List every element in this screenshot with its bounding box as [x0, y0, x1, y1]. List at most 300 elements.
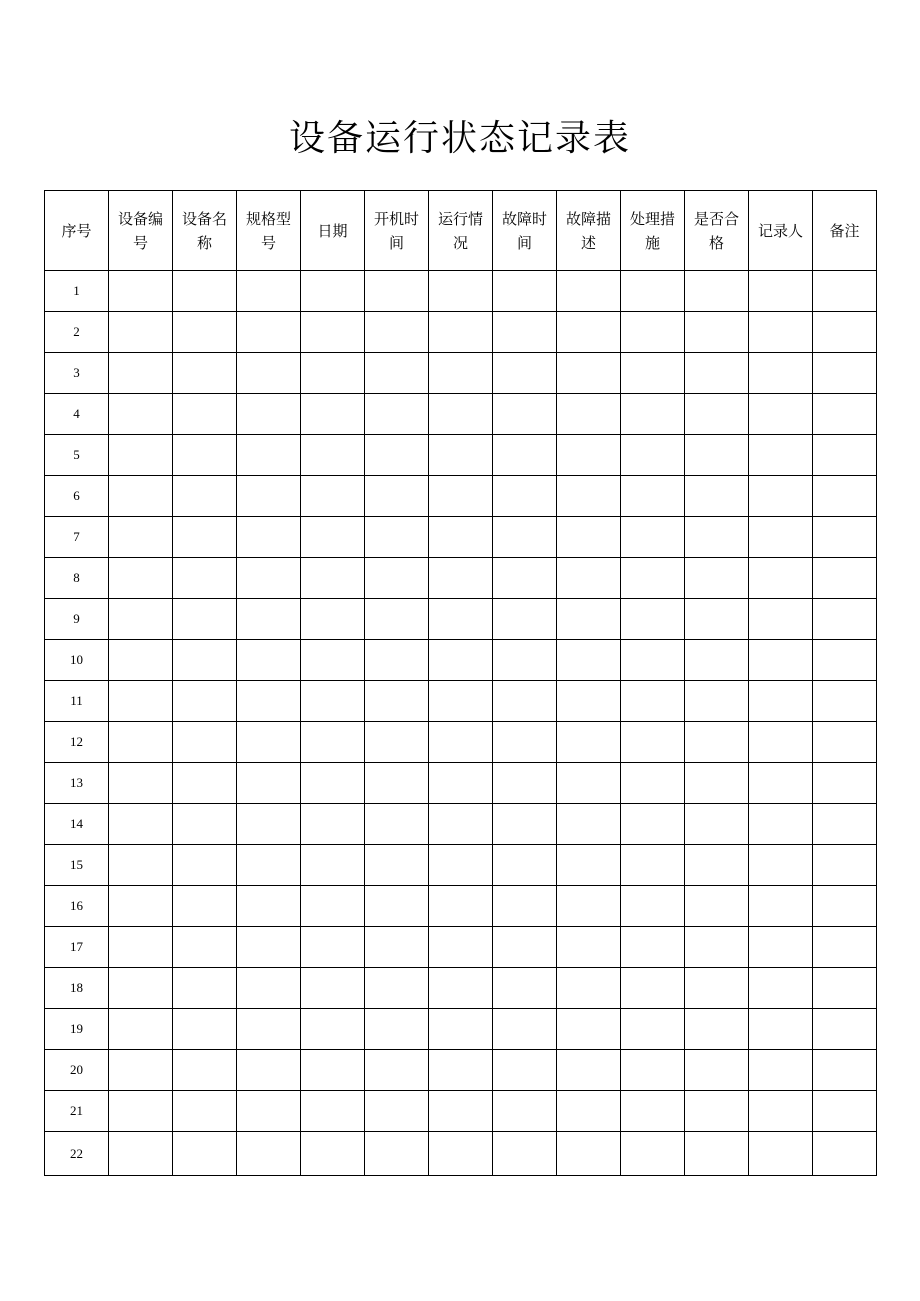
- table-cell[interactable]: [301, 968, 365, 1009]
- table-cell[interactable]: [429, 1009, 493, 1050]
- table-cell[interactable]: [557, 968, 621, 1009]
- table-cell[interactable]: [493, 681, 557, 722]
- table-cell[interactable]: [301, 312, 365, 353]
- table-cell[interactable]: [429, 271, 493, 312]
- table-cell[interactable]: [813, 763, 877, 804]
- table-cell[interactable]: [429, 394, 493, 435]
- table-cell[interactable]: [749, 1009, 813, 1050]
- table-cell[interactable]: [237, 804, 301, 845]
- table-cell[interactable]: [429, 517, 493, 558]
- table-cell[interactable]: [109, 517, 173, 558]
- table-cell[interactable]: [749, 1050, 813, 1091]
- table-cell[interactable]: [365, 435, 429, 476]
- table-cell[interactable]: [173, 271, 237, 312]
- table-cell[interactable]: [429, 599, 493, 640]
- table-cell[interactable]: [301, 845, 365, 886]
- row-number: 20: [45, 1050, 109, 1091]
- table-cell[interactable]: [109, 312, 173, 353]
- table-cell[interactable]: [621, 804, 685, 845]
- table-cell[interactable]: [365, 640, 429, 681]
- table-cell[interactable]: [685, 1050, 749, 1091]
- column-header: 序号: [45, 191, 109, 271]
- table-cell[interactable]: [621, 271, 685, 312]
- column-header: 是否合格: [685, 191, 749, 271]
- table-cell[interactable]: [813, 886, 877, 927]
- table-cell[interactable]: [109, 804, 173, 845]
- table-cell[interactable]: [173, 1091, 237, 1132]
- table-cell[interactable]: [237, 1132, 301, 1176]
- table-cell[interactable]: [621, 845, 685, 886]
- table-cell[interactable]: [429, 722, 493, 763]
- table-cell[interactable]: [749, 927, 813, 968]
- table-cell[interactable]: [429, 763, 493, 804]
- table-cell[interactable]: [685, 435, 749, 476]
- table-cell[interactable]: [749, 476, 813, 517]
- column-header: 设备编号: [109, 191, 173, 271]
- table-cell[interactable]: [109, 1091, 173, 1132]
- table-cell[interactable]: [301, 476, 365, 517]
- table-cell[interactable]: [493, 640, 557, 681]
- table-cell[interactable]: [109, 1132, 173, 1176]
- table-row: [45, 517, 877, 558]
- table-cell[interactable]: [749, 763, 813, 804]
- table-cell[interactable]: [237, 1091, 301, 1132]
- table-cell[interactable]: [813, 558, 877, 599]
- table-row: [45, 599, 877, 640]
- table-cell[interactable]: [493, 968, 557, 1009]
- table-cell[interactable]: [685, 1009, 749, 1050]
- table-cell[interactable]: [301, 1050, 365, 1091]
- table-cell[interactable]: [557, 435, 621, 476]
- table-cell[interactable]: [365, 1050, 429, 1091]
- table-cell[interactable]: [109, 599, 173, 640]
- table-cell[interactable]: [365, 681, 429, 722]
- table-cell[interactable]: [813, 353, 877, 394]
- table-cell[interactable]: [621, 312, 685, 353]
- table-row: [45, 640, 877, 681]
- table-cell[interactable]: [301, 558, 365, 599]
- column-header: 开机时间: [365, 191, 429, 271]
- table-cell[interactable]: [301, 804, 365, 845]
- table-cell[interactable]: [173, 435, 237, 476]
- table-cell[interactable]: [685, 558, 749, 599]
- table-cell[interactable]: [557, 845, 621, 886]
- table-cell[interactable]: [237, 886, 301, 927]
- table-cell[interactable]: [813, 517, 877, 558]
- table-cell[interactable]: [493, 312, 557, 353]
- table-cell[interactable]: [621, 722, 685, 763]
- table-cell[interactable]: [429, 1132, 493, 1176]
- table-cell[interactable]: [621, 927, 685, 968]
- table-cell[interactable]: [749, 845, 813, 886]
- table-row: [45, 558, 877, 599]
- table-cell[interactable]: [813, 271, 877, 312]
- table-cell[interactable]: [429, 968, 493, 1009]
- row-number: 8: [45, 558, 109, 599]
- table-cell[interactable]: [493, 804, 557, 845]
- table-cell[interactable]: [621, 435, 685, 476]
- table-cell[interactable]: [493, 353, 557, 394]
- row-number: 1: [45, 271, 109, 312]
- table-cell[interactable]: [429, 353, 493, 394]
- table-cell[interactable]: [109, 271, 173, 312]
- table-cell[interactable]: [301, 1132, 365, 1176]
- table-cell[interactable]: [429, 886, 493, 927]
- table-cell[interactable]: [173, 476, 237, 517]
- table-cell[interactable]: [557, 599, 621, 640]
- table-cell[interactable]: [813, 394, 877, 435]
- table-cell[interactable]: [557, 394, 621, 435]
- row-number: 19: [45, 1009, 109, 1050]
- table-cell[interactable]: [813, 599, 877, 640]
- table-cell[interactable]: [365, 312, 429, 353]
- table-cell[interactable]: [557, 517, 621, 558]
- table-cell[interactable]: [749, 517, 813, 558]
- table-cell[interactable]: [429, 476, 493, 517]
- table-cell[interactable]: [749, 722, 813, 763]
- table-cell[interactable]: [365, 558, 429, 599]
- table-cell[interactable]: [109, 722, 173, 763]
- table-cell[interactable]: [237, 1009, 301, 1050]
- table-cell[interactable]: [813, 845, 877, 886]
- table-cell[interactable]: [301, 722, 365, 763]
- table-cell[interactable]: [493, 1009, 557, 1050]
- row-number: 22: [45, 1132, 109, 1176]
- table-cell[interactable]: [557, 353, 621, 394]
- table-cell[interactable]: [685, 599, 749, 640]
- table-cell[interactable]: [813, 435, 877, 476]
- table-cell[interactable]: [173, 312, 237, 353]
- table-cell[interactable]: [557, 640, 621, 681]
- table-cell[interactable]: [237, 845, 301, 886]
- table-cell[interactable]: [685, 476, 749, 517]
- table-cell[interactable]: [237, 1050, 301, 1091]
- table-cell[interactable]: [557, 271, 621, 312]
- table-cell[interactable]: [365, 599, 429, 640]
- table-cell[interactable]: [621, 558, 685, 599]
- table-cell[interactable]: [493, 435, 557, 476]
- table-row: [45, 394, 877, 435]
- table-row: [45, 845, 877, 886]
- column-header: 运行情况: [429, 191, 493, 271]
- table-cell[interactable]: [493, 927, 557, 968]
- table-row: [45, 1091, 877, 1132]
- table-cell[interactable]: [237, 476, 301, 517]
- table-cell[interactable]: [109, 1050, 173, 1091]
- table-cell[interactable]: [365, 927, 429, 968]
- table-cell[interactable]: [685, 640, 749, 681]
- table-cell[interactable]: [493, 886, 557, 927]
- table-cell[interactable]: [237, 763, 301, 804]
- table-cell[interactable]: [813, 968, 877, 1009]
- table-cell[interactable]: [237, 353, 301, 394]
- table-cell[interactable]: [365, 517, 429, 558]
- table-cell[interactable]: [173, 804, 237, 845]
- table-cell[interactable]: [429, 1050, 493, 1091]
- table-cell[interactable]: [301, 763, 365, 804]
- table-cell[interactable]: [237, 558, 301, 599]
- table-cell[interactable]: [301, 640, 365, 681]
- table-cell[interactable]: [557, 804, 621, 845]
- column-header: 故障时间: [493, 191, 557, 271]
- table-cell[interactable]: [493, 517, 557, 558]
- table-cell[interactable]: [109, 927, 173, 968]
- table-cell[interactable]: [557, 886, 621, 927]
- table-cell[interactable]: [429, 1091, 493, 1132]
- table-cell[interactable]: [557, 927, 621, 968]
- table-cell[interactable]: [685, 394, 749, 435]
- table-cell[interactable]: [237, 968, 301, 1009]
- table-cell[interactable]: [621, 681, 685, 722]
- table-cell[interactable]: [749, 271, 813, 312]
- table-cell[interactable]: [557, 722, 621, 763]
- table-cell[interactable]: [109, 763, 173, 804]
- table-cell[interactable]: [621, 763, 685, 804]
- table-cell[interactable]: [621, 1132, 685, 1176]
- row-number: 7: [45, 517, 109, 558]
- table-cell[interactable]: [621, 640, 685, 681]
- table-cell[interactable]: [173, 640, 237, 681]
- column-header: 日期: [301, 191, 365, 271]
- table-cell[interactable]: [557, 1132, 621, 1176]
- table-cell[interactable]: [365, 968, 429, 1009]
- table-cell[interactable]: [685, 927, 749, 968]
- table-row: [45, 968, 877, 1009]
- table-cell[interactable]: [813, 312, 877, 353]
- table-cell[interactable]: [301, 271, 365, 312]
- column-header: 记录人: [749, 191, 813, 271]
- table-cell[interactable]: [813, 640, 877, 681]
- table-cell[interactable]: [749, 435, 813, 476]
- table-cell[interactable]: [301, 599, 365, 640]
- table-cell[interactable]: [237, 517, 301, 558]
- table-cell[interactable]: [109, 681, 173, 722]
- table-cell[interactable]: [429, 435, 493, 476]
- table-cell[interactable]: [109, 394, 173, 435]
- table-cell[interactable]: [685, 271, 749, 312]
- table-cell[interactable]: [749, 312, 813, 353]
- table-row: [45, 681, 877, 722]
- table-cell[interactable]: [685, 763, 749, 804]
- table-cell[interactable]: [621, 1091, 685, 1132]
- table-cell[interactable]: [493, 1050, 557, 1091]
- table-cell[interactable]: [109, 640, 173, 681]
- table-cell[interactable]: [621, 968, 685, 1009]
- column-header: 规格型号: [237, 191, 301, 271]
- table-cell[interactable]: [557, 312, 621, 353]
- table-cell[interactable]: [237, 722, 301, 763]
- table-cell[interactable]: [173, 1050, 237, 1091]
- table-cell[interactable]: [365, 1132, 429, 1176]
- table-cell[interactable]: [237, 599, 301, 640]
- table-cell[interactable]: [813, 1091, 877, 1132]
- table-cell[interactable]: [301, 681, 365, 722]
- table-cell[interactable]: [429, 640, 493, 681]
- table-cell[interactable]: [749, 1132, 813, 1176]
- table-cell[interactable]: [173, 845, 237, 886]
- table-cell[interactable]: [813, 804, 877, 845]
- table-cell[interactable]: [621, 1009, 685, 1050]
- table-cell[interactable]: [365, 1009, 429, 1050]
- table-cell[interactable]: [301, 927, 365, 968]
- table-cell[interactable]: [173, 517, 237, 558]
- table-cell[interactable]: [365, 845, 429, 886]
- table-cell[interactable]: [749, 681, 813, 722]
- table-cell[interactable]: [621, 476, 685, 517]
- table-cell[interactable]: [749, 640, 813, 681]
- table-cell[interactable]: [685, 722, 749, 763]
- table-cell[interactable]: [301, 1009, 365, 1050]
- table-cell[interactable]: [109, 968, 173, 1009]
- table-cell[interactable]: [749, 1091, 813, 1132]
- table-cell[interactable]: [109, 845, 173, 886]
- table-cell[interactable]: [493, 599, 557, 640]
- table-cell[interactable]: [493, 476, 557, 517]
- table-cell[interactable]: [173, 763, 237, 804]
- table-cell[interactable]: [493, 722, 557, 763]
- table-cell[interactable]: [109, 476, 173, 517]
- table-cell[interactable]: [813, 927, 877, 968]
- document-title: 设备运行状态记录表: [288, 118, 631, 159]
- table-cell[interactable]: [557, 763, 621, 804]
- table-cell[interactable]: [365, 271, 429, 312]
- table-cell[interactable]: [685, 353, 749, 394]
- table-cell[interactable]: [685, 804, 749, 845]
- table-cell[interactable]: [365, 476, 429, 517]
- table-cell[interactable]: [173, 968, 237, 1009]
- table-cell[interactable]: [301, 394, 365, 435]
- table-cell[interactable]: [429, 804, 493, 845]
- table-cell[interactable]: [173, 722, 237, 763]
- table-cell[interactable]: [109, 886, 173, 927]
- table-cell[interactable]: [557, 1091, 621, 1132]
- table-cell[interactable]: [621, 599, 685, 640]
- table-cell[interactable]: [557, 1009, 621, 1050]
- table-cell[interactable]: [109, 435, 173, 476]
- table-cell[interactable]: [237, 271, 301, 312]
- table-cell[interactable]: [237, 312, 301, 353]
- table-cell[interactable]: [301, 435, 365, 476]
- table-cell[interactable]: [429, 681, 493, 722]
- table-cell[interactable]: [685, 968, 749, 1009]
- table-cell[interactable]: [365, 353, 429, 394]
- table-cell[interactable]: [621, 517, 685, 558]
- table-cell[interactable]: [365, 886, 429, 927]
- table-cell[interactable]: [173, 599, 237, 640]
- table-cell[interactable]: [813, 1050, 877, 1091]
- table-cell[interactable]: [685, 845, 749, 886]
- table-cell[interactable]: [621, 886, 685, 927]
- table-cell[interactable]: [173, 886, 237, 927]
- table-cell[interactable]: [109, 1009, 173, 1050]
- table-cell[interactable]: [557, 1050, 621, 1091]
- table-cell[interactable]: [685, 517, 749, 558]
- table-cell[interactable]: [749, 968, 813, 1009]
- table-cell[interactable]: [493, 845, 557, 886]
- table-cell[interactable]: [365, 394, 429, 435]
- row-number: 15: [45, 845, 109, 886]
- table-cell[interactable]: [493, 1132, 557, 1176]
- table-cell[interactable]: [749, 599, 813, 640]
- table-cell[interactable]: [237, 640, 301, 681]
- table-cell[interactable]: [365, 763, 429, 804]
- row-number: 11: [45, 681, 109, 722]
- table-cell[interactable]: [173, 558, 237, 599]
- table-cell[interactable]: [813, 476, 877, 517]
- table-cell[interactable]: [429, 845, 493, 886]
- table-cell[interactable]: [301, 517, 365, 558]
- table-cell[interactable]: [301, 1091, 365, 1132]
- table-cell[interactable]: [749, 558, 813, 599]
- table-cell[interactable]: [685, 1091, 749, 1132]
- table-cell[interactable]: [813, 722, 877, 763]
- table-cell[interactable]: [557, 681, 621, 722]
- table-cell[interactable]: [429, 927, 493, 968]
- table-cell[interactable]: [621, 1050, 685, 1091]
- table-cell[interactable]: [365, 1091, 429, 1132]
- table-cell[interactable]: [557, 558, 621, 599]
- row-number: 10: [45, 640, 109, 681]
- table-cell[interactable]: [685, 1132, 749, 1176]
- table-cell[interactable]: [173, 681, 237, 722]
- table-row: [45, 804, 877, 845]
- table-cell[interactable]: [493, 1091, 557, 1132]
- row-number: 5: [45, 435, 109, 476]
- table-cell[interactable]: [301, 886, 365, 927]
- table-cell[interactable]: [109, 558, 173, 599]
- table-cell[interactable]: [173, 1132, 237, 1176]
- table-cell[interactable]: [493, 394, 557, 435]
- table-cell[interactable]: [813, 1009, 877, 1050]
- table-cell[interactable]: [813, 681, 877, 722]
- table-cell[interactable]: [493, 763, 557, 804]
- table-cell[interactable]: [749, 353, 813, 394]
- table-cell[interactable]: [173, 927, 237, 968]
- table-cell[interactable]: [749, 804, 813, 845]
- table-cell[interactable]: [365, 804, 429, 845]
- table-cell[interactable]: [173, 1009, 237, 1050]
- table-cell[interactable]: [621, 353, 685, 394]
- table-body: [45, 271, 877, 1176]
- table-cell[interactable]: [685, 312, 749, 353]
- table-row: [45, 1009, 877, 1050]
- table-cell[interactable]: [813, 1132, 877, 1176]
- row-number: 14: [45, 804, 109, 845]
- table-cell[interactable]: [557, 476, 621, 517]
- table-cell[interactable]: [685, 681, 749, 722]
- table-cell[interactable]: [173, 353, 237, 394]
- table-cell[interactable]: [237, 394, 301, 435]
- table-cell[interactable]: [109, 353, 173, 394]
- table-cell[interactable]: [685, 886, 749, 927]
- table-cell[interactable]: [173, 394, 237, 435]
- table-cell[interactable]: [429, 558, 493, 599]
- row-number: 18: [45, 968, 109, 1009]
- table-cell[interactable]: [749, 886, 813, 927]
- table-cell[interactable]: [237, 435, 301, 476]
- table-cell[interactable]: [493, 558, 557, 599]
- table-cell[interactable]: [493, 271, 557, 312]
- table-cell[interactable]: [365, 722, 429, 763]
- table-cell[interactable]: [429, 312, 493, 353]
- table-cell[interactable]: [749, 394, 813, 435]
- table-cell[interactable]: [237, 927, 301, 968]
- table-cell[interactable]: [301, 353, 365, 394]
- table-cell[interactable]: [237, 681, 301, 722]
- column-header: 设备名称: [173, 191, 237, 271]
- row-number: 16: [45, 886, 109, 927]
- table-cell[interactable]: [621, 394, 685, 435]
